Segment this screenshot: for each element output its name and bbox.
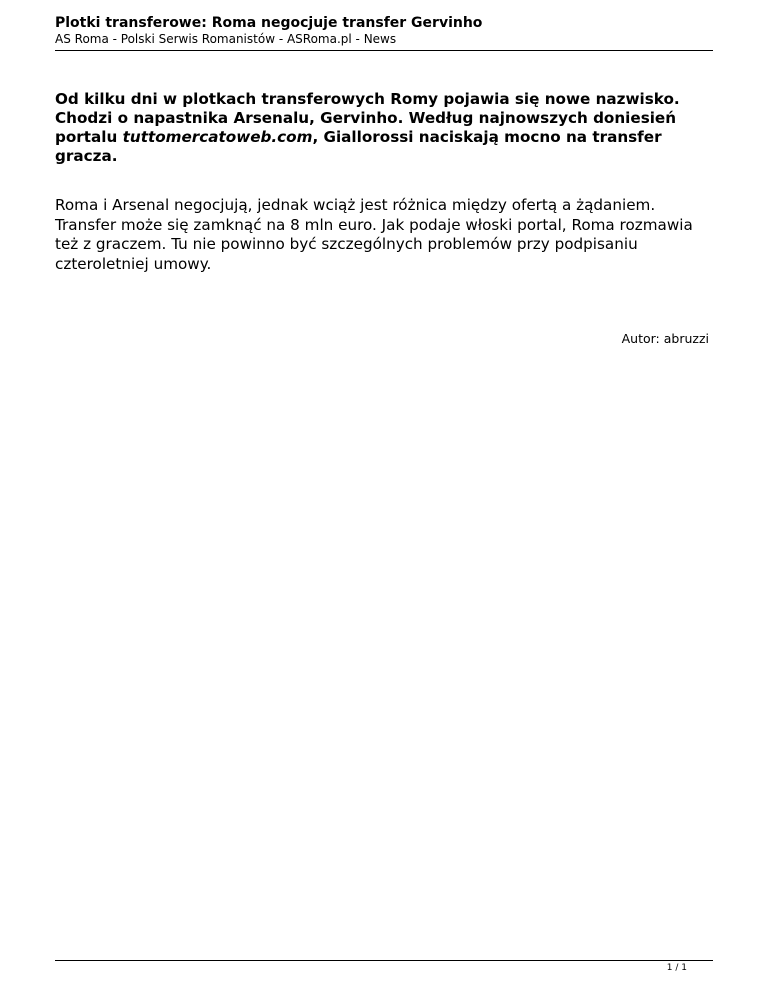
article-content (55, 90, 715, 273)
article-title: Plotki transferowe: Roma negocjuje transfer Gervinho (55, 15, 483, 31)
site-subtitle: AS Roma - Polski Serwis Romanistów - ASRoma.pl - News (55, 32, 397, 46)
lead-text-part2: , Giallorossi naciskają mocno na transfer gracza. (55, 128, 662, 165)
document-footer (55, 960, 713, 973)
lead-text-part1: Od kilku dni w plotkach transferowych Romy pojawia się nowe nazwisko. Chodzi o napastnika Arsenalu, Gervinho. Według najnowszych doniesień portalu (55, 90, 680, 146)
article-body: Roma i Arsenal negocjują, jednak wciąż jest różnica między ofertą a żądaniem. Transfer może się zamknąć na 8 mln euro. Jak podaje włoski portal, Roma rozmawia też z graczem. Tu nie powinno być szczególnych problemów przy podpisaniu czteroletniej umowy. (55, 196, 693, 273)
document-header (55, 14, 713, 51)
article-lead (55, 90, 715, 166)
page-number: 1 / 1 (666, 963, 687, 973)
article-author: Autor: abruzzi (621, 331, 709, 346)
lead-source-link: tuttomercatoweb.com (122, 128, 313, 146)
